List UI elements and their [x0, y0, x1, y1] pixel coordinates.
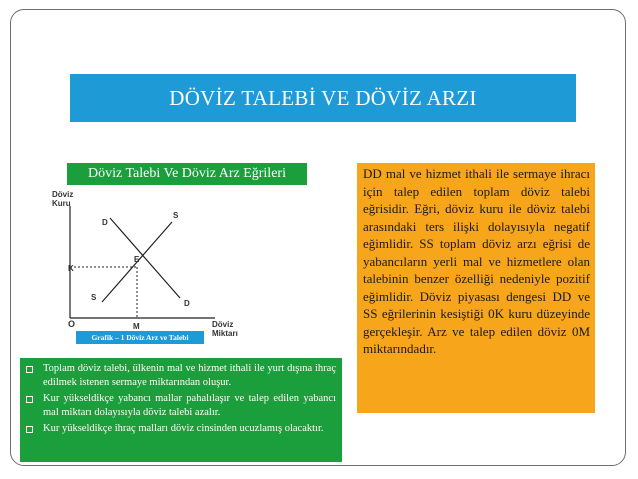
bullet-text: Kur yükseldikçe yabancı mallar pahalılaşır ve talep edilen yabancı mal miktarı dolayısıyla döviz talebi azalır.	[43, 393, 336, 418]
demand-curve	[110, 218, 180, 298]
slide-title: DÖVİZ TALEBİ VE DÖVİZ ARZI	[169, 85, 477, 110]
quantity-level-label: M	[133, 322, 140, 331]
bullet-square-icon	[26, 396, 33, 403]
supply-demand-diagram	[40, 186, 250, 336]
bullet-list-box	[20, 358, 342, 462]
diagram-caption-box	[76, 331, 204, 344]
y-axis-label-line1: Döviz	[52, 190, 74, 199]
bullet-square-icon	[26, 426, 33, 433]
origin-label: O	[68, 319, 76, 329]
supply-top-label: S	[173, 211, 179, 220]
y-axis-label-line2: Kuru	[52, 199, 71, 208]
price-level-label: K	[68, 264, 74, 273]
explanation-box	[357, 163, 595, 413]
chart-title-box	[67, 163, 307, 185]
bullet-item	[26, 362, 336, 390]
explanation-text: DD mal ve hizmet ithali ile sermaye ihracı için talep edilen toplam döviz talebi eğrisidir. Eğri, döviz kuru ile döviz talebi arasındaki ters ilişki dolayısıyla negatif eğimlidir. SS toplam döviz arzı eğrisi de yabancıların yerli mal ve hizmetlere olan talebinin benzer özelliği nedeniyle pozitif eğimlidir. Döviz piyasası dengesi DD ve SS eğrilerinin kesiştiği 0K kuru düzeyinde gerçekleşir. Arz ve talep edilen döviz 0M miktarındadır.	[363, 166, 590, 356]
x-axis-label-line1: Döviz	[212, 320, 234, 329]
title-bar	[70, 74, 576, 122]
x-axis-label-line2: Miktarı	[212, 329, 238, 336]
bullet-square-icon	[26, 366, 33, 373]
chart-title: Döviz Talebi Ve Döviz Arz Eğrileri	[88, 166, 286, 181]
demand-top-label: D	[102, 218, 108, 227]
diagram-caption: Grafik – 1 Döviz Arz ve Talebi	[91, 333, 189, 342]
demand-bottom-label: D	[184, 299, 190, 308]
bullet-item	[26, 422, 336, 436]
supply-bottom-label: S	[91, 293, 97, 302]
equilibrium-label: E	[134, 255, 140, 264]
bullet-item	[26, 392, 336, 420]
bullet-text: Toplam döviz talebi, ülkenin mal ve hizmet ithali ile yurt dışına ihraç edilmek istenen sermaye miktarından oluşur.	[43, 363, 336, 388]
bullet-text: Kur yükseldikçe ihraç malları döviz cinsinden ucuzlamış olacaktır.	[43, 423, 324, 434]
